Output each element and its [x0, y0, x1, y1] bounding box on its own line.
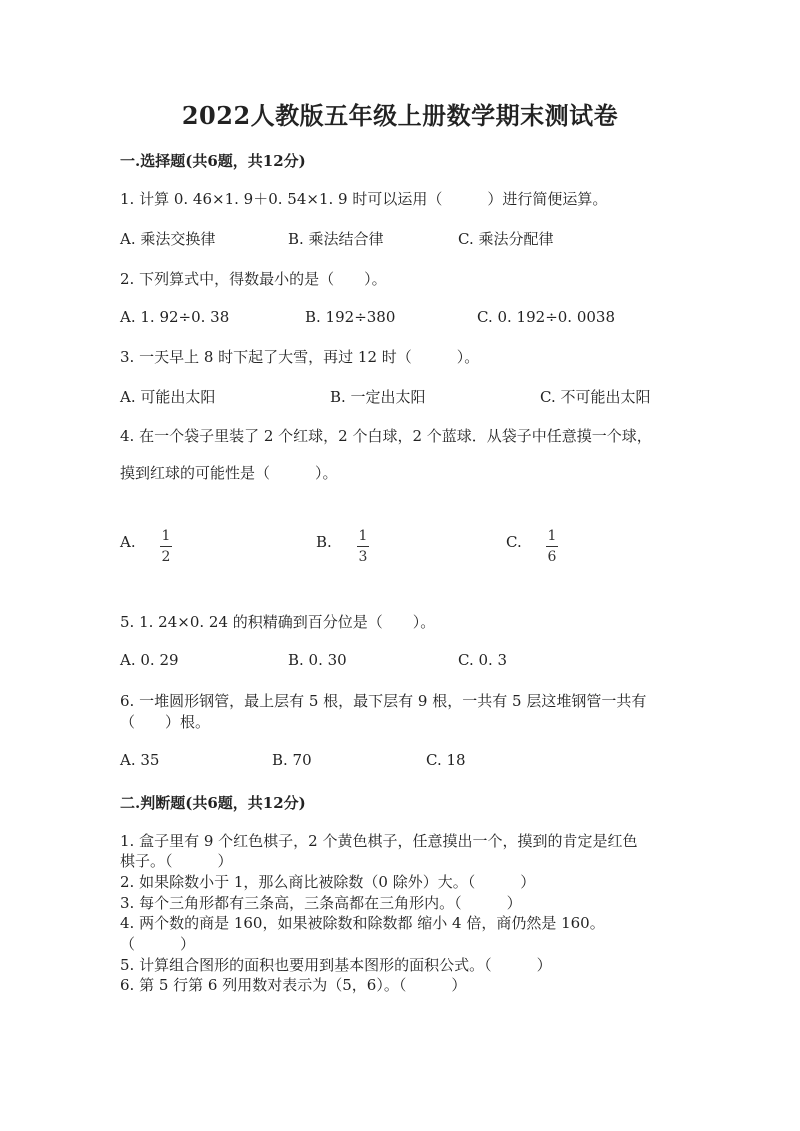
- judgement-line: 1. 盒子里有 9 个红色棋子，2 个黄色棋子，任意摸出一个，摸到的肯定是红色: [120, 832, 638, 850]
- question-2-option-c: C. 0. 192÷0. 0038: [477, 308, 616, 326]
- question-2-text: 2. 下列算式中，得数最小的是（ ）。: [120, 270, 387, 288]
- question-6-text-line1: 6. 一堆圆形钢管，最上层有 5 根，最下层有 9 根，一共有 5 层这堆钢管一共有: [120, 692, 647, 710]
- question-4-option-b-fraction: [357, 525, 369, 565]
- fraction-numerator: 1: [358, 528, 368, 544]
- judgement-line: 2. 如果除数小于 1，那么商比被除数（0 除外）大。（ ）: [120, 873, 536, 891]
- fraction-bar: [357, 546, 369, 547]
- question-6-option-b: B. 70: [272, 751, 312, 769]
- section-heading-judgement: 二.判断题(共6题，共12分): [120, 794, 306, 812]
- fraction-denominator: 2: [161, 549, 171, 565]
- question-4-option-c-label: C.: [506, 533, 522, 551]
- question-6-text-line2: （ ）根。: [120, 713, 211, 731]
- question-1-option-a: A. 乘法交换律: [120, 230, 216, 248]
- fraction-bar: [160, 546, 172, 547]
- fraction-denominator: 6: [547, 549, 557, 565]
- question-3-option-c: C. 不可能出太阳: [540, 388, 651, 406]
- question-3-option-b: B. 一定出太阳: [330, 388, 426, 406]
- fraction-numerator: 1: [161, 528, 171, 544]
- question-4-option-a-label: A.: [120, 533, 136, 551]
- question-1-option-c: C. 乘法分配律: [458, 230, 554, 248]
- question-3-option-a: A. 可能出太阳: [120, 388, 216, 406]
- question-4-option-b-label: B.: [316, 533, 332, 551]
- judgement-line: 棋子。（ ）: [120, 852, 233, 870]
- question-6-option-c: C. 18: [426, 751, 466, 769]
- question-2-option-b: B. 192÷380: [305, 308, 396, 326]
- judgement-line: 6. 第 5 行第 6 列用数对表示为（5，6）。（ ）: [120, 976, 467, 994]
- question-5-option-b: B. 0. 30: [288, 651, 347, 669]
- question-5-option-c: C. 0. 3: [458, 651, 508, 669]
- question-4-text-line1: 4. 在一个袋子里装了 2 个红球，2 个白球，2 个蓝球．从袋子中任意摸一个球，: [120, 427, 652, 445]
- question-4-option-c-fraction: [546, 525, 558, 565]
- question-5-text: 5. 1. 24×0. 24 的积精确到百分位是（ ）。: [120, 613, 436, 631]
- question-5-option-a: A. 0. 29: [120, 651, 179, 669]
- question-6-option-a: A. 35: [120, 751, 160, 769]
- question-1-option-b: B. 乘法结合律: [288, 230, 384, 248]
- question-4-option-a-fraction: [160, 525, 172, 565]
- page-title: 2022人教版五年级上册数学期末测试卷: [181, 101, 619, 130]
- fraction-denominator: 3: [358, 549, 368, 565]
- judgement-line: 5. 计算组合图形的面积也要用到基本图形的面积公式。（ ）: [120, 956, 552, 974]
- question-1-text: 1. 计算 0. 46×1. 9＋0. 54×1. 9 时可以运用（ ）进行简便运算。: [120, 190, 608, 208]
- judgement-line: （ ）: [120, 935, 196, 953]
- judgement-line: 3. 每个三角形都有三条高，三条高都在三角形内。（ ）: [120, 894, 522, 912]
- section-heading-choice: 一.选择题(共6题，共12分): [120, 152, 306, 170]
- question-3-text: 3. 一天早上 8 时下起了大雪，再过 12 时（ ）。: [120, 348, 480, 366]
- judgement-line: 4. 两个数的商是 160，如果被除数和除数都 缩小 4 倍，商仍然是 160。: [120, 914, 605, 932]
- question-4-text-line2: 摸到红球的可能性是（ ）。: [120, 464, 338, 482]
- question-2-option-a: A. 1. 92÷0. 38: [120, 308, 230, 326]
- fraction-numerator: 1: [547, 528, 557, 544]
- fraction-bar: [546, 546, 558, 547]
